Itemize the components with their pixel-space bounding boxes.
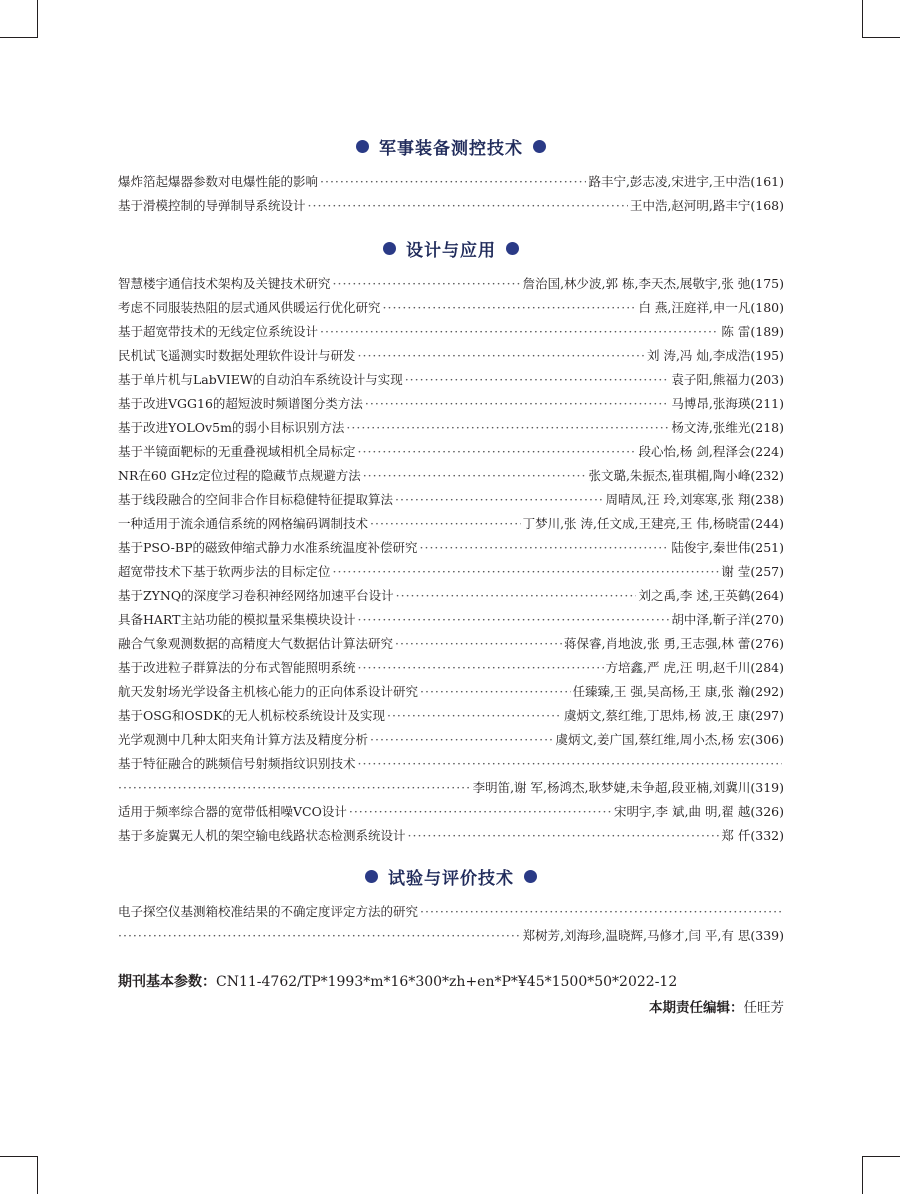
article-title: 电子探空仪基测箱校准结果的不确定度评定方法的研究 [118,904,419,919]
section-title: 设计与应用 [406,240,496,261]
toc-entry[interactable] [118,584,784,608]
crop-mark-bottom-right [862,1156,863,1194]
crop-mark-top-left [0,37,38,38]
article-authors: 路丰宁,彭志凌,宋进宇,王中浩(161) [588,174,784,189]
article-title: 民机试飞遥测实时数据处理软件设计与研发 [118,348,356,363]
dot-leader [118,776,471,800]
crop-mark-top-right [862,0,863,38]
article-title: 超宽带技术下基于软两步法的目标定位 [118,564,331,579]
dot-leader [365,392,670,416]
dot-leader [349,800,612,824]
article-authors: 詹治国,林少波,郭 栋,李天杰,展敬宇,张 弛(175) [522,276,784,291]
article-authors: 宋明宇,李 斌,曲 明,翟 越(326) [614,804,784,819]
dot-leader [395,488,604,512]
article-title: 基于PSO-BP的磁致伸缩式静力水准系统温度补偿研究 [118,540,418,555]
dot-leader [346,416,669,440]
article-authors: 王中浩,赵河明,路丰宁(168) [629,198,784,213]
article-authors: 陈 雷(189) [721,324,784,339]
toc-entry[interactable] [118,656,784,680]
editor-label: 本期责任编辑： [649,1000,744,1016]
article-title: 航天发射场光学设备主机核心能力的正向体系设计研究 [118,684,419,699]
bullet-dot-icon [524,870,537,883]
params-label: 期刊基本参数： [118,974,216,990]
article-title: 融合气象观测数据的高精度大气数据估计算法研究 [118,636,394,651]
toc-entry[interactable] [118,512,784,536]
toc-entry[interactable] [118,368,784,392]
toc-entry[interactable] [118,900,784,924]
article-title: 基于滑模控制的导弹制导系统设计 [118,198,306,213]
dot-leader [358,656,604,680]
toc-entry[interactable] [118,560,784,584]
dot-leader [118,924,521,948]
article-title: 基于多旋翼无人机的架空输电线路状态检测系统设计 [118,828,406,843]
bullet-dot-icon [356,140,369,153]
toc-entry[interactable] [118,464,784,488]
dot-leader [370,512,521,536]
article-title: 基于改进VGG16的超短波时频谱图分类方法 [118,396,363,411]
article-authors: 李明笛,谢 军,杨鸿杰,耿梦婕,未争超,段亚楠,刘冀川(319) [472,780,784,795]
dot-leader [383,296,637,320]
toc-entry[interactable] [118,488,784,512]
toc-entry[interactable] [118,800,784,824]
toc-entry[interactable] [118,296,784,320]
article-title: 基于OSG和OSDK的无人机标校系统设计及实现 [118,708,385,723]
article-authors: 方培鑫,严 虎,汪 明,赵千川(284) [605,660,784,675]
article-title: 基于线段融合的空间非合作目标稳健特征提取算法 [118,492,394,507]
dot-leader [320,170,586,194]
article-authors: 段心怡,杨 剑,程泽会(224) [638,444,784,459]
article-title: 基于改进粒子群算法的分布式智能照明系统 [118,660,356,675]
toc-entry[interactable] [118,344,784,368]
article-title: 基于单片机与LabVIEW的自动泊车系统设计与实现 [118,372,403,387]
article-title: 适用于频率综合器的宽带低相噪VCO设计 [118,804,347,819]
toc-entry[interactable] [118,704,784,728]
article-title: 一种适用于流余通信系统的网格编码调制技术 [118,516,369,531]
article-authors: 刘 涛,冯 灿,李成浩(195) [646,348,784,363]
toc-entry[interactable] [118,272,784,296]
bullet-dot-icon [533,140,546,153]
article-authors: 虞炳文,蔡红维,丁思炜,杨 波,王 康(297) [564,708,784,723]
dot-leader [420,680,571,704]
article-authors: 马博昂,张海瑛(211) [671,396,784,411]
section-heading [118,232,784,264]
dot-leader [358,752,782,776]
crop-mark-bottom-left [0,1156,38,1157]
article-title: 智慧楼宇通信技术架构及关键技术研究 [118,276,331,291]
dot-leader [420,536,670,560]
article-authors: 周晴凤,汪 玲,刘寒寒,张 翔(238) [605,492,784,507]
table-of-contents [118,130,784,1022]
article-title: 爆炸箔起爆器参数对电爆性能的影响 [118,174,319,189]
article-authors: 郑 仟(332) [721,828,784,843]
dot-leader [363,464,587,488]
toc-entry[interactable] [118,194,784,218]
article-title: 具备HART主站功能的模拟量采集模块设计 [118,612,356,627]
params-value: CN11-4762/TP*1993*m*16*300*zh+en*P*¥45*1500*50*2022-12 [216,974,678,990]
dot-leader [405,368,670,392]
toc-entry[interactable] [118,824,784,848]
dot-leader [357,608,669,632]
section-heading [118,860,784,892]
bullet-dot-icon [383,242,396,255]
article-authors: 谢 莹(257) [721,564,784,579]
dot-leader [358,440,637,464]
editor-name: 任旺芳 [743,1000,784,1016]
toc-entry[interactable] [118,416,784,440]
article-authors: 任臻臻,王 强,吴高杨,王 康,张 瀚(292) [572,684,784,699]
article-authors: 胡中泽,靳子洋(270) [671,612,784,627]
article-authors: 虞炳文,姜广国,蔡红维,周小杰,杨 宏(306) [555,732,784,747]
toc-entry[interactable] [118,632,784,656]
dot-leader [320,320,719,344]
dot-leader [370,728,554,752]
toc-entry[interactable] [118,536,784,560]
crop-mark-top-right [862,37,900,38]
journal-params [118,970,784,994]
article-authors: 郑树芳,刘海珍,温晓辉,马修才,闫 平,有 思(339) [522,928,784,943]
toc-entry-continuation[interactable] [118,776,784,800]
article-authors: 杨文涛,张维光(218) [671,420,784,435]
dot-leader [308,194,628,218]
dot-leader [387,704,562,728]
toc-entry[interactable] [118,170,784,194]
toc-entry[interactable] [118,392,784,416]
toc-entry[interactable] [118,440,784,464]
article-title: 考虑不同服装热阻的层式通风供暖运行优化研究 [118,300,381,315]
crop-mark-bottom-left [37,1156,38,1194]
article-title: 光学观测中几种太阳夹角计算方法及精度分析 [118,732,369,747]
responsible-editor [118,994,784,1022]
toc-entry[interactable] [118,608,784,632]
article-title: 基于特征融合的跳频信号射频指纹识别技术 [118,756,356,771]
article-authors: 白 燕,汪庭祥,申一凡(180) [638,300,784,315]
article-title: 基于改进YOLOv5m的弱小目标识别方法 [118,420,345,435]
article-authors: 陆俊宇,秦世伟(251) [671,540,784,555]
article-authors: 袁子阳,熊福力(203) [671,372,784,387]
toc-entry-continuation[interactable] [118,924,784,948]
article-title: 基于超宽带技术的无线定位系统设计 [118,324,319,339]
toc-entry[interactable] [118,728,784,752]
article-authors: 蒋保睿,肖地波,张 勇,王志强,林 蕾(276) [564,636,784,651]
toc-entry[interactable] [118,320,784,344]
dot-leader [358,344,645,368]
dot-leader [408,824,720,848]
toc-entry[interactable] [118,752,784,776]
dot-leader [396,584,637,608]
article-authors: 丁梦川,张 涛,任文成,王建亮,王 伟,杨晓雷(244) [522,516,784,531]
crop-mark-bottom-right [862,1156,900,1157]
section-heading [118,130,784,162]
crop-mark-top-left [37,0,38,38]
article-title: 基于ZYNQ的深度学习卷积神经网络加速平台设计 [118,588,394,603]
article-title: NR在60 GHz定位过程的隐藏节点规避方法 [118,468,361,483]
article-title: 基于半镜面靶标的无重叠视域相机全局标定 [118,444,356,459]
article-authors: 张文璐,朱振杰,崔琪楣,陶小峰(232) [588,468,784,483]
bullet-dot-icon [506,242,519,255]
dot-leader [395,632,562,656]
dot-leader [333,560,720,584]
dot-leader [333,272,521,296]
section-title: 试验与评价技术 [388,868,514,889]
bullet-dot-icon [365,870,378,883]
dot-leader [420,900,782,924]
section-title: 军事装备测控技术 [379,138,523,159]
toc-entry[interactable] [118,680,784,704]
article-authors: 刘之禹,李 述,王英鹤(264) [638,588,784,603]
